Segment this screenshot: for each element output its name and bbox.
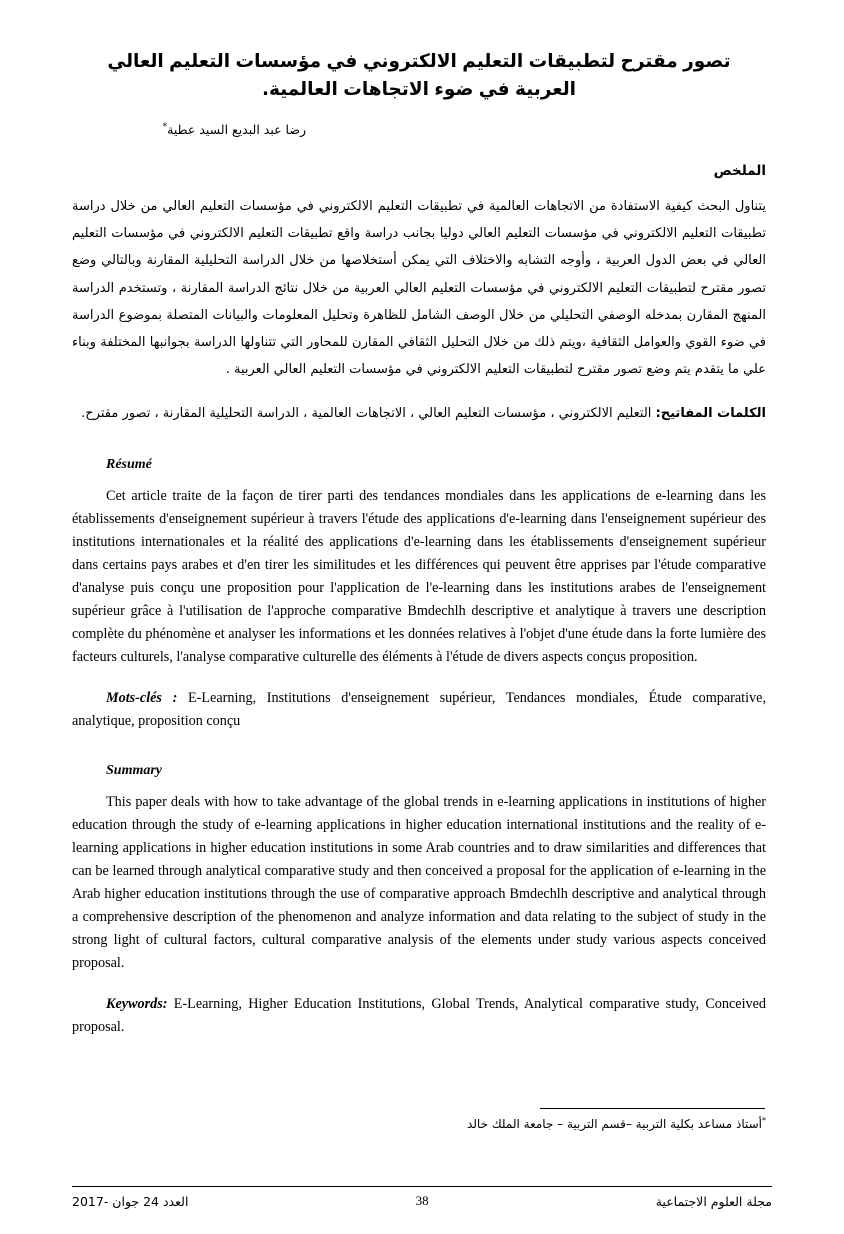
- footer-issue: العدد 24 جوان -2017: [72, 1193, 189, 1209]
- page-footer: [72, 1186, 772, 1209]
- keywords-label-fr: Mots-clés :: [106, 690, 178, 707]
- keywords-label-ar: الكلمات المفاتيح:: [655, 405, 766, 421]
- keywords-ar: [72, 400, 766, 427]
- keywords-values-ar: التعليم الالكتروني ، مؤسسات التعليم العالي ، الاتجاهات العالمية ، الدراسة التحليلية المقارنة ، تصور مقترح.: [81, 405, 652, 421]
- author-footnote-marker: *: [162, 121, 168, 132]
- keywords-label-en: Keywords:: [106, 996, 168, 1013]
- abstract-body-ar: يتناول البحث كيفية الاستفادة من الاتجاهات العالمية في تطبيقات التعليم الالكتروني في مؤسسات التعليم العالي من خلال دراسة تطبيقات التعليم الالكتروني في مؤسسات التعليم العالي دوليا بجانب دراسة واقع تطبيقات التعليم الالكتروني في مؤسسات التعليم العالي في بعض الدول العربية ، وأوجه التشابه والاختلاف التي يمكن أستخلاصها من خلال الدراسة التحليلية المقارنة وبالتالي وضع تصور مقترح لتطبيقات التعليم الالكتروني في مؤسسات التعليم العالي العربية من خلال نتائج الدراسة المقارنة ، وتستخدم الدراسة المنهج المقارن بمدخله الوصفي التحليلي من خلال الوصف الشامل للظاهرة وتحليل المعلومات والبيانات المتصلة بموضوع الدراسة في ضوء القوي والعوامل الثقافية ،ويتم ذلك من خلال التحليل الثقافي المقارن للمحاور التي تتناولها الدراسة بجوانبها المختلفة وبناء علي ما يتقدم يتم وضع تصور مقترح لتطبيقات التعليم الالكتروني في مؤسسات التعليم العالي العربية .: [72, 198, 766, 378]
- footnote-divider: [540, 1108, 765, 1109]
- footer-journal-name: مجلة العلوم الاجتماعية: [655, 1193, 772, 1209]
- resume-body-fr: Cet article traite de la façon de tirer parti des tendances mondiales dans les applications de e-learning dans les établissements d'enseignement supérieur à travers l'étude des applications d'e-learning dans l'enseignement supérieur des institutions internationales et la réalité des applications d'e-learning dans les établissements d'enseignement supérieur dans certains pays arabes et d'en tirer les similitudes et les différences qui peuvent être apprises par l'étude comparative d'analyse puis conçu une proposition pour l'application de l'e-learning dans les institutions arabes de l'enseignement supérieur grâce à l'utilisation de l'approche comparative Bmdechlh descriptive et analytique à travers une description complète du phénomène et analyser les informations et les données relatives à l'objet d'une étude dans la forte lumière des facteurs culturels, l'analyse comparative culturelle des éléments à l'étude de divers aspects conçus proposition.: [72, 488, 766, 666]
- author-line: [72, 122, 766, 137]
- keywords-values-fr: E-Learning, Institutions d'enseignement supérieur, Tendances mondiales, Étude comparative, analytique, proposition conçu: [72, 690, 766, 730]
- footer-page-number: 38: [415, 1193, 429, 1208]
- footnote-marker: *: [762, 1116, 766, 1125]
- keywords-values-en: E-Learning, Higher Education Institutions, Global Trends, Analytical comparative study, Conceived proposal.: [72, 996, 766, 1036]
- author-name: رضا عبد البديع السيد عطية: [167, 121, 306, 137]
- abstract-heading-ar: الملخص: [713, 162, 766, 179]
- keywords-fr: [72, 687, 766, 733]
- resume-heading-fr: Résumé: [106, 457, 152, 473]
- page-title: تصور مقترح لتطبيقات التعليم الالكتروني في مؤسسات التعليم العالي العربية في ضوء الاتجاهات العالمية.: [107, 51, 731, 100]
- summary-body-en: This paper deals with how to take advantage of the global trends in e-learning applications in institutions of higher education through the study of e-learning applications in higher education international institutions and the reality of e-learning applications in higher education institutions in some Arab countries and to draw similarities and differences that can be learned through analytical comparative study and then conceived a proposal for the application of e-learning in the Arab higher education institutions through the use of comparative approach Bmdechlh descriptive and analytical through a comprehensive description of the phenomenon and analyze information and data relating to the subject of study in the strong light of cultural factors, cultural comparative analysis of the elements under study various aspects conceived proposal.: [72, 794, 766, 972]
- summary-heading-en: Summary: [106, 763, 163, 779]
- footnote-text: أستاذ مساعد بكلية التربية –قسم التربية – جامعة الملك خالد: [466, 1117, 762, 1131]
- footnote: [467, 1116, 766, 1131]
- keywords-en: [72, 993, 766, 1039]
